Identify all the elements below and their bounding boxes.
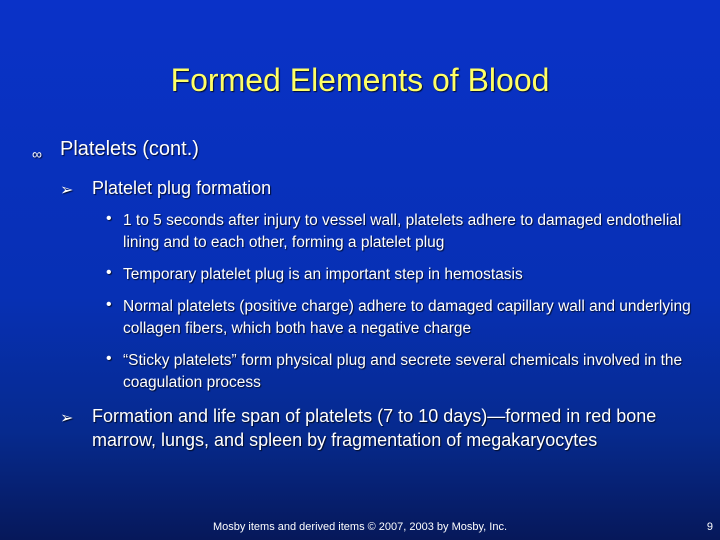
arrow-bullet-icon: ➢	[60, 410, 74, 427]
arrow-bullet-icon: ➢	[60, 182, 74, 199]
bullet-formation-lifespan: Formation and life span of platelets (7 to 10 days)—formed in red bone marrow, lungs, and spleen by fragmentation of megakaryocytes	[92, 406, 657, 450]
copyright-footer: Mosby items and derived items © 2007, 2003 by Mosby, Inc.	[212, 521, 508, 533]
bullet-plug-formation: Platelet plug formation	[92, 178, 272, 198]
slide-title: Formed Elements of Blood	[170, 62, 550, 98]
sub-bullet-4: “Sticky platelets” form physical plug and secrete several chemicals involved in the coagulation process	[123, 352, 683, 391]
dot-bullet-icon: •	[106, 296, 112, 313]
glasses-bullet-icon: ∞	[32, 146, 42, 162]
dot-bullet-icon: •	[106, 264, 112, 281]
dot-bullet-icon: •	[106, 350, 112, 367]
page-number: 9	[706, 521, 713, 533]
sub-bullet-1: 1 to 5 seconds after injury to vessel wall, platelets adhere to damaged endothelial lining and to each other, forming a platelet plug	[123, 212, 682, 251]
dot-bullet-icon: •	[106, 210, 112, 227]
bullet-platelets: Platelets (cont.)	[60, 138, 199, 160]
sub-bullet-2: Temporary platelet plug is an important step in hemostasis	[123, 266, 523, 283]
sub-bullet-3: Normal platelets (positive charge) adhere to damaged capillary wall and underlying collagen fibers, which both have a negative charge	[123, 298, 691, 337]
